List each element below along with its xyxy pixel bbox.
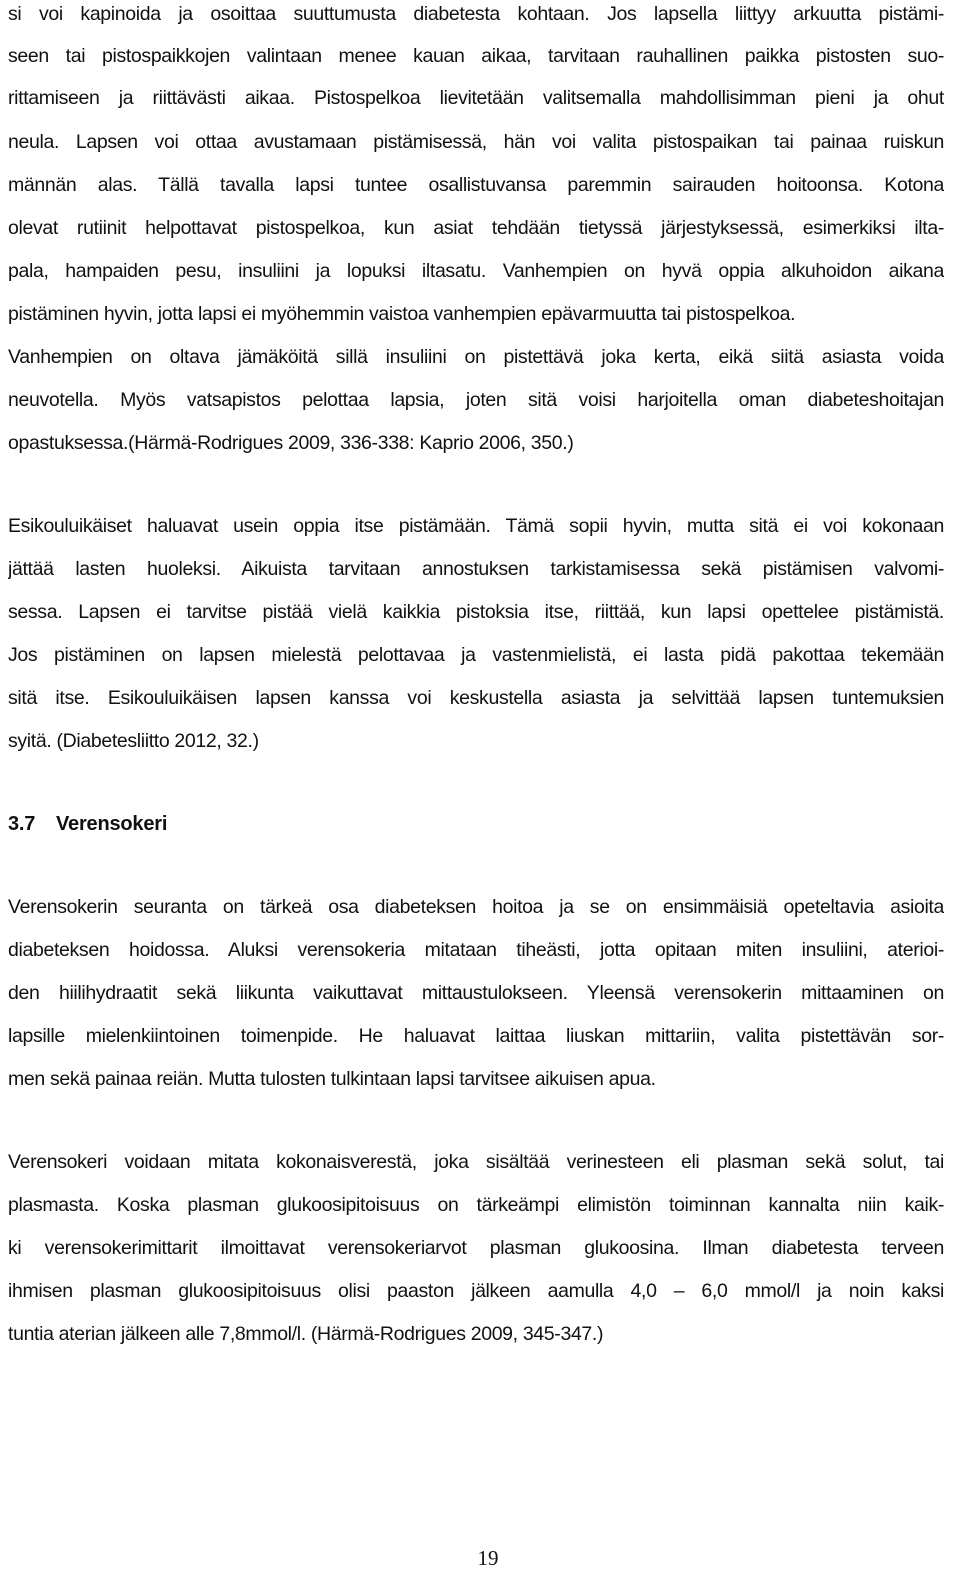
text-line: plasmasta. Koska plasman glukoosipitoisuus on tärkeämpi elimistön toiminnan kannalta niin kaik- bbox=[8, 1194, 944, 1216]
text-line: Verensokeri voidaan mitata kokonaisverestä, joka sisältää verinesteen eli plasman sekä solut, tai bbox=[8, 1151, 944, 1173]
text-line: Esikouluikäiset haluavat usein oppia itse pistämään. Tämä sopii hyvin, mutta sitä ei voi kokonaan bbox=[8, 515, 944, 537]
text-line: men sekä painaa reiän. Mutta tulosten tulkintaan lapsi tarvitsee aikuisen apua. bbox=[8, 1068, 656, 1090]
text-line: ihmisen plasman glukoosipitoisuus olisi paaston jälkeen aamulla 4,0 – 6,0 mmol/l ja noin kaksi bbox=[8, 1280, 944, 1302]
text-line: männän alas. Tällä tavalla lapsi tuntee osallistuvansa paremmin sairauden hoitoonsa. Kotona bbox=[8, 174, 944, 196]
text-line: ki verensokerimittarit ilmoittavat verensokeriarvot plasman glukoosina. Ilman diabetesta terveen bbox=[8, 1237, 944, 1259]
section-title: Verensokeri bbox=[56, 813, 168, 835]
page-number: 19 bbox=[477, 1546, 499, 1570]
text-line: rittamiseen ja riittävästi aikaa. Pistospelkoa lievitetään valitsemalla mahdollisimman pieni ja ohut bbox=[8, 87, 944, 109]
text-line: si voi kapinoida ja osoittaa suuttumusta diabetesta kohtaan. Jos lapsella liittyy arkuutta pistämi- bbox=[8, 3, 944, 25]
section-number: 3.7 bbox=[8, 813, 36, 835]
text-line: pistäminen hyvin, jotta lapsi ei myöhemmin vaistoa vanhempien epävarmuutta tai pistospelkoa. bbox=[8, 303, 796, 325]
text-line: pala, hampaiden pesu, insuliini ja lopuksi iltasatu. Vanhempien on hyvä oppia alkuhoidon aikana bbox=[8, 260, 944, 282]
text-line: syitä. (Diabetesliitto 2012, 32.) bbox=[8, 730, 259, 752]
text-line: Vanhempien on oltava jämäköitä sillä insuliini on pistettävä joka kerta, eikä siitä asiasta voida bbox=[8, 346, 944, 368]
text-line: opastuksessa.(Härmä-Rodrigues 2009, 336-338: Kaprio 2006, 350.) bbox=[8, 432, 574, 454]
text-line: seen tai pistospaikkojen valintaan menee kauan aikaa, tarvitaan rauhallinen paikka pistosten suo- bbox=[8, 45, 944, 67]
text-line: sitä itse. Esikouluikäisen lapsen kanssa voi keskustella asiasta ja selvittää lapsen tuntemuksien bbox=[8, 687, 944, 709]
text-line: Verensokerin seuranta on tärkeä osa diabeteksen hoitoa ja se on ensimmäisiä opeteltavia asioita bbox=[8, 896, 944, 918]
section-heading bbox=[8, 812, 167, 836]
text-line: neula. Lapsen voi ottaa avustamaan pistämisessä, hän voi valita pistospaikan tai painaa ruiskun bbox=[8, 131, 944, 153]
text-line: Jos pistäminen on lapsen mielestä pelottavaa ja vastenmielistä, ei lasta pidä pakottaa tekemään bbox=[8, 644, 944, 666]
text-line: den hiilihydraatit sekä liikunta vaikuttavat mittaustulokseen. Yleensä verensokerin mittaaminen on bbox=[8, 982, 944, 1004]
text-line: tuntia aterian jälkeen alle 7,8mmol/l. (Härmä-Rodrigues 2009, 345-347.) bbox=[8, 1323, 604, 1345]
text-line: diabeteksen hoidossa. Aluksi verensokeria mitataan tiheästi, jotta opitaan miten insuliini, aterioi- bbox=[8, 939, 944, 961]
text-line: lapsille mielenkiintoinen toimenpide. He haluavat laittaa liuskan mittariin, valita pistettävän sor- bbox=[8, 1025, 944, 1047]
text-line: neuvotella. Myös vatsapistos pelottaa lapsia, joten sitä voisi harjoitella oman diabeteshoitajan bbox=[8, 389, 944, 411]
text-line: jättää lasten huoleksi. Aikuista tarvitaan annostuksen tarkistamisessa sekä pistämisen valvomi- bbox=[8, 558, 944, 580]
text-line: sessa. Lapsen ei tarvitse pistää vielä kaikkia pistoksia itse, riittää, kun lapsi opettelee pistämistä. bbox=[8, 601, 944, 623]
text-line: olevat rutiinit helpottavat pistospelkoa, kun asiat tehdään tietyssä järjestyksessä, esimerkiksi ilta- bbox=[8, 217, 944, 239]
